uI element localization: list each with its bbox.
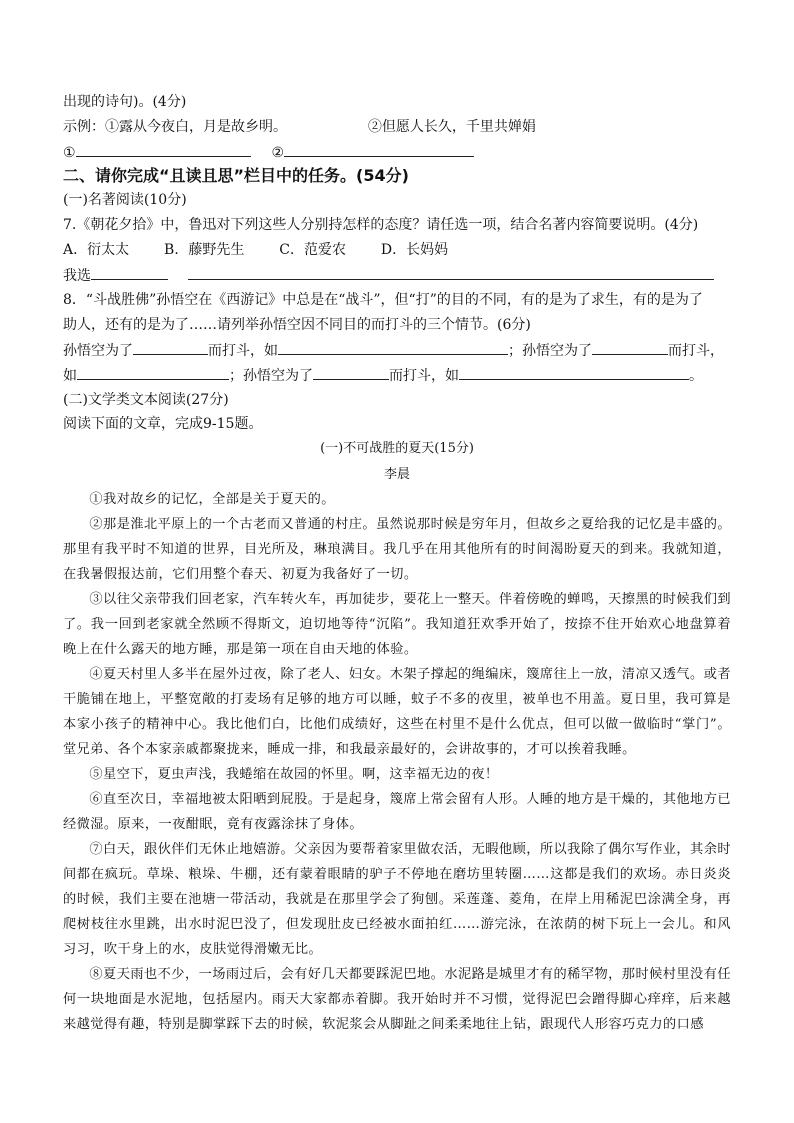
q7-option-b: B．藤野先生 bbox=[164, 242, 245, 258]
q8-blank-1[interactable] bbox=[133, 340, 208, 355]
q8-text-d: 而打斗， bbox=[668, 343, 724, 359]
subsection-heading-2: (二)文学类文本阅读(27分) bbox=[63, 392, 229, 408]
q8-fill-line-1 bbox=[63, 340, 724, 361]
article-paragraph-3: ③以往父亲带我们回老家，汽车转火车，再加徒步，要花上一整天。伴着傍晚的蝉鸣，天擦黑的时候我们到了。我一回到老家就全然顾不得斯文，迫切地等待“沉陷”。我知道狂欢季开始了，按捺不住开始欢心地盘算着晚上在什么露天的地方睡，那是第一项在自由天地的体验。 bbox=[63, 592, 731, 657]
example-line bbox=[63, 117, 536, 137]
q8-blank-4[interactable] bbox=[77, 365, 229, 380]
q7-choice-blank[interactable] bbox=[91, 265, 168, 280]
article-paragraph-1: ①我对故乡的记忆，全部是关于夏天的。 bbox=[89, 492, 335, 507]
example-second: ②但愿人长久，千里共婵娟 bbox=[367, 119, 536, 135]
article-paragraph-4: ④夏天村里人多半在屋外过夜，除了老人、妇女。木架子撑起的绳编床，篾席往上一放，清凉又透气。或者干脆铺在地上，平整宽敞的打麦场有足够的地方可以睡，蚊子不多的夜里，被单也不用盖。夏日里，我可算是本家小孩子的精神中心。我比他们白，比他们成绩好，这些在村里不是什么优点，但可以做一做临时“掌门”。堂兄弟、各个本家亲戚都聚拢来，睡成一排，和我最亲最好的，会讲故事的，才可以挨着我睡。 bbox=[63, 667, 731, 757]
article-paragraph-2: ②那是淮北平原上的一个古老而又普通的村庄。虽然说那时候是穷年月，但故乡之夏给我的记忆是丰盛的。那里有我平时不知道的世界，目光所及，琳琅满目。我几乎在用其他所有的时间渴盼夏天的到来。我就知道，在我暑假报达前，它们用整个春天、初夏为我备好了一切。 bbox=[63, 517, 731, 582]
answer-blanks-line bbox=[63, 142, 474, 163]
q8-text-c: ；孙悟空为了 bbox=[508, 343, 592, 359]
q8-blank-3[interactable] bbox=[592, 340, 668, 355]
question-7: 7.《朝花夕拾》中，鲁迅对下列这些人分别持怎样的态度？请任选一项，结合名著内容简要说明。(4分) bbox=[63, 217, 699, 233]
q7-option-a: A．衍太太 bbox=[63, 242, 130, 258]
q8-text-f: ；孙悟空为了 bbox=[229, 368, 313, 384]
answer-blank-1[interactable] bbox=[76, 142, 251, 157]
q8-blank-2[interactable] bbox=[278, 340, 508, 355]
article-title: (一)不可战胜的夏天(15分) bbox=[320, 441, 474, 456]
article-paragraph-8: ⑧夏天雨也不少，一场雨过后，会有好几天都要踩泥巴地。水泥路是城里才有的稀罕物，那时候村里没有任何一块地面是水泥地，包括屋内。雨天大家都赤着脚。我开始时并不习惯，觉得泥巴会蹭得脚心痒痒，后来越来越觉得有趣，特别是脚掌踩下去的时候，软泥浆会从脚趾之间柔柔地往上钻，跟现代人形容巧克力的口感 bbox=[63, 967, 731, 1032]
reading-instruction: 阅读下面的文章，完成9-15题。 bbox=[63, 416, 263, 432]
example-first: 示例：①露从今夜白，月是故乡明。 bbox=[63, 119, 287, 135]
q8-text-e: 如 bbox=[63, 368, 77, 384]
q8-blank-5[interactable] bbox=[313, 365, 389, 380]
q7-choose-label: 我选 bbox=[63, 268, 91, 284]
article-paragraph-6: ⑥直至次日，幸福地被太阳晒到屁股。于是起身，篾席上常会留有人形。人睡的地方是干燥的，其他地方已经微湿。原来，一夜酣眠，竟有夜露涂抹了身体。 bbox=[63, 792, 731, 832]
question-8-line2: 助人，还有的是为了……请列举孙悟空因不同目的而打斗的三个情节。(6分) bbox=[63, 317, 531, 333]
q7-option-d: D．长妈妈 bbox=[380, 242, 449, 258]
q8-text-g: 而打斗，如 bbox=[389, 368, 459, 384]
q8-text-end: 。 bbox=[689, 368, 703, 384]
q8-blank-6[interactable] bbox=[459, 365, 689, 380]
article-body bbox=[63, 487, 731, 1037]
q7-option-c: C．范爱农 bbox=[279, 242, 346, 258]
q8-fill-line-2 bbox=[63, 365, 703, 386]
q8-text-a: 孙悟空为了 bbox=[63, 343, 133, 359]
subsection-heading-1: (一)名著阅读(10分) bbox=[63, 192, 187, 208]
blank-label-2: ② bbox=[271, 145, 285, 161]
question-tail: 出现的诗句)。(4分) bbox=[63, 94, 187, 110]
article-paragraph-7: ⑦白天，跟伙伴们无休止地嬉游。父亲因为要帮着家里做农活，无暇他顾，所以我除了偶尔写作业，其余时间都在疯玩。草垛、粮垛、牛棚，还有蒙着眼睛的驴子不停地在磨坊里转圈……这都是我们的欢场。赤日炎炎的时候，我们主要在池塘一带活动，我就是在那里学会了狗刨。采莲蓬、菱角，在岸上用稀泥巴涂满全身，再爬树枝往水里跳，出水时泥巴没了，但发现肚皮已经被水面拍红……游完泳，在浓荫的树下玩上一会儿。和风习习，吹干身上的水，皮肤觉得滑嫩无比。 bbox=[63, 842, 731, 957]
answer-blank-2[interactable] bbox=[284, 142, 474, 157]
q8-text-b: 而打斗，如 bbox=[208, 343, 278, 359]
question-8-line1: 8．“斗战胜佛”孙悟空在《西游记》中总是在“战斗”，但“打”的目的不同，有的是为了求生，有的是为了 bbox=[63, 292, 703, 308]
article-paragraph-5: ⑤星空下，夏虫声浅，我蜷缩在故园的怀里。啊，这幸福无边的夜！ bbox=[89, 767, 499, 782]
q7-options bbox=[63, 240, 448, 260]
q7-answer-line bbox=[63, 265, 714, 286]
article-author: 李晨 bbox=[383, 467, 410, 482]
blank-label-1: ① bbox=[63, 145, 76, 161]
section-heading: 二、请你完成“且读且思”栏目中的任务。(54分) bbox=[63, 166, 409, 185]
q7-explain-blank[interactable] bbox=[188, 265, 714, 280]
